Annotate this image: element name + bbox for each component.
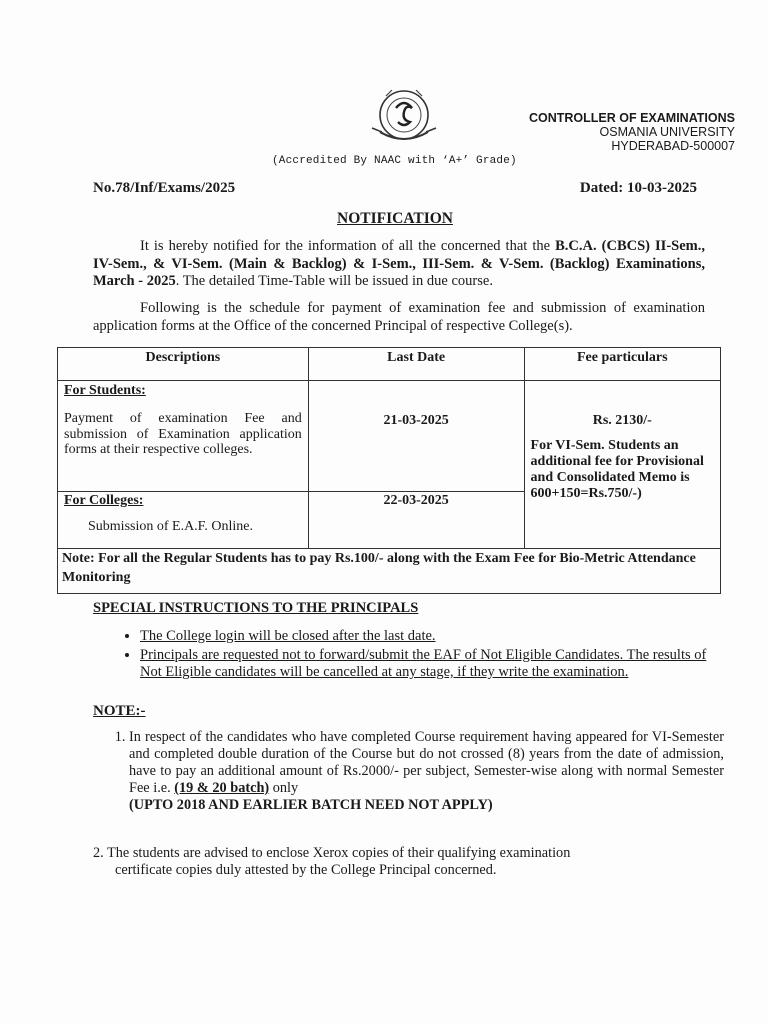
note2-line1: 2. The students are advised to enclose Xerox copies of their qualifying examination [93,845,571,861]
notification-title: NOTIFICATION [337,210,453,227]
intro-text-end: . The detailed Time-Table will be issued in due course. [175,273,493,289]
reference-number: No.78/Inf/Exams/2025 [93,180,236,196]
university-name: OSMANIA UNIVERSITY [599,125,735,139]
osmania-university-seal-icon [362,82,446,152]
fee-cell [524,381,720,549]
intro-text-start: It is hereby notified for the information of all the concerned that the [140,238,556,254]
colleges-label: For Colleges: [64,493,144,508]
fee-amount: Rs. 2130/- [592,413,652,428]
controller-title: CONTROLLER OF EXAMINATIONS [528,111,735,125]
colleges-desc: Submission of E.A.F. Online. [88,519,253,534]
notification-heading [0,210,768,228]
list-item: • Principals are requested not to forward/submit the EAF of Not Eligible Candidates. The results of Not Eligible candidates will be cancelled at any stage, if they write the examination. [140,647,730,681]
colleges-last-date: 22-03-2025 [308,492,524,549]
note1-text: In respect of the candidates who have completed Course requirement having appeared for VI-Semester and completed double duration of the Course but do not crossed (8) years from the date of admission, have to pay an additional amount of Rs.2000/- per subject, Semester-wise along with normal Semester Fee i.e. [129,729,724,796]
header-fee-particulars: Fee particulars [524,348,720,381]
note1-only: only [269,780,299,796]
table-row-students [58,381,721,492]
table-header-row [58,348,721,381]
table-row-note [58,549,721,594]
university-city: HYDERABAD-500007 [611,139,735,153]
students-desc-cell [58,381,309,492]
note2-paragraph [93,845,705,879]
naac-accreditation: (Accredited By NAAC with ‘A+’ Grade) [272,155,517,167]
list-item [129,729,724,814]
fee-extra: For VI-Sem. Students an additional fee for Provisional and Consolidated Memo is 600+150=Rs.750/-) [530,438,704,501]
special-instructions-list [115,628,730,683]
note-list [107,729,724,814]
schedule-table [57,347,721,594]
biometric-note: Note: For all the Regular Students has to pay Rs.100/- along with the Exam Fee for Bio-Metric Attendance Monitoring [58,549,721,594]
notification-date: Dated: 10-03-2025 [579,180,697,196]
intro-paragraph [93,238,705,291]
students-desc: Payment of examination Fee and submission of Examination application forms at their respective colleges. [64,411,302,457]
students-last-date: 21-03-2025 [308,381,524,492]
note1-batch: (19 & 20 batch) [174,780,270,796]
list-item: • The College login will be closed after the last date. [140,628,730,645]
note2-line2: certificate copies duly attested by the College Principal concerned. [115,862,497,878]
note-title: NOTE:- [93,703,146,719]
special-instructions-title: SPECIAL INSTRUCTIONS TO THE PRINCIPALS [93,600,419,616]
controller-address [529,111,735,153]
header-last-date: Last Date [308,348,524,381]
students-label: For Students: [64,383,146,398]
header-descriptions: Descriptions [58,348,309,381]
exam-name: B.C.A. (CBCS) II-Sem., IV-Sem., & VI-Sem. (Main & Backlog) & I-Sem., III-Sem. & V-Sem. (Backlog) Examinations, March - 2025 [93,238,705,289]
schedule-paragraph: Following is the schedule for payment of examination fee and submission of examination application forms at the Office of the concerned Principal of respective College(s). [93,300,705,334]
colleges-desc-cell [58,492,309,549]
note1-bold: (UPTO 2018 AND EARLIER BATCH NEED NOT APPLY) [129,797,493,813]
